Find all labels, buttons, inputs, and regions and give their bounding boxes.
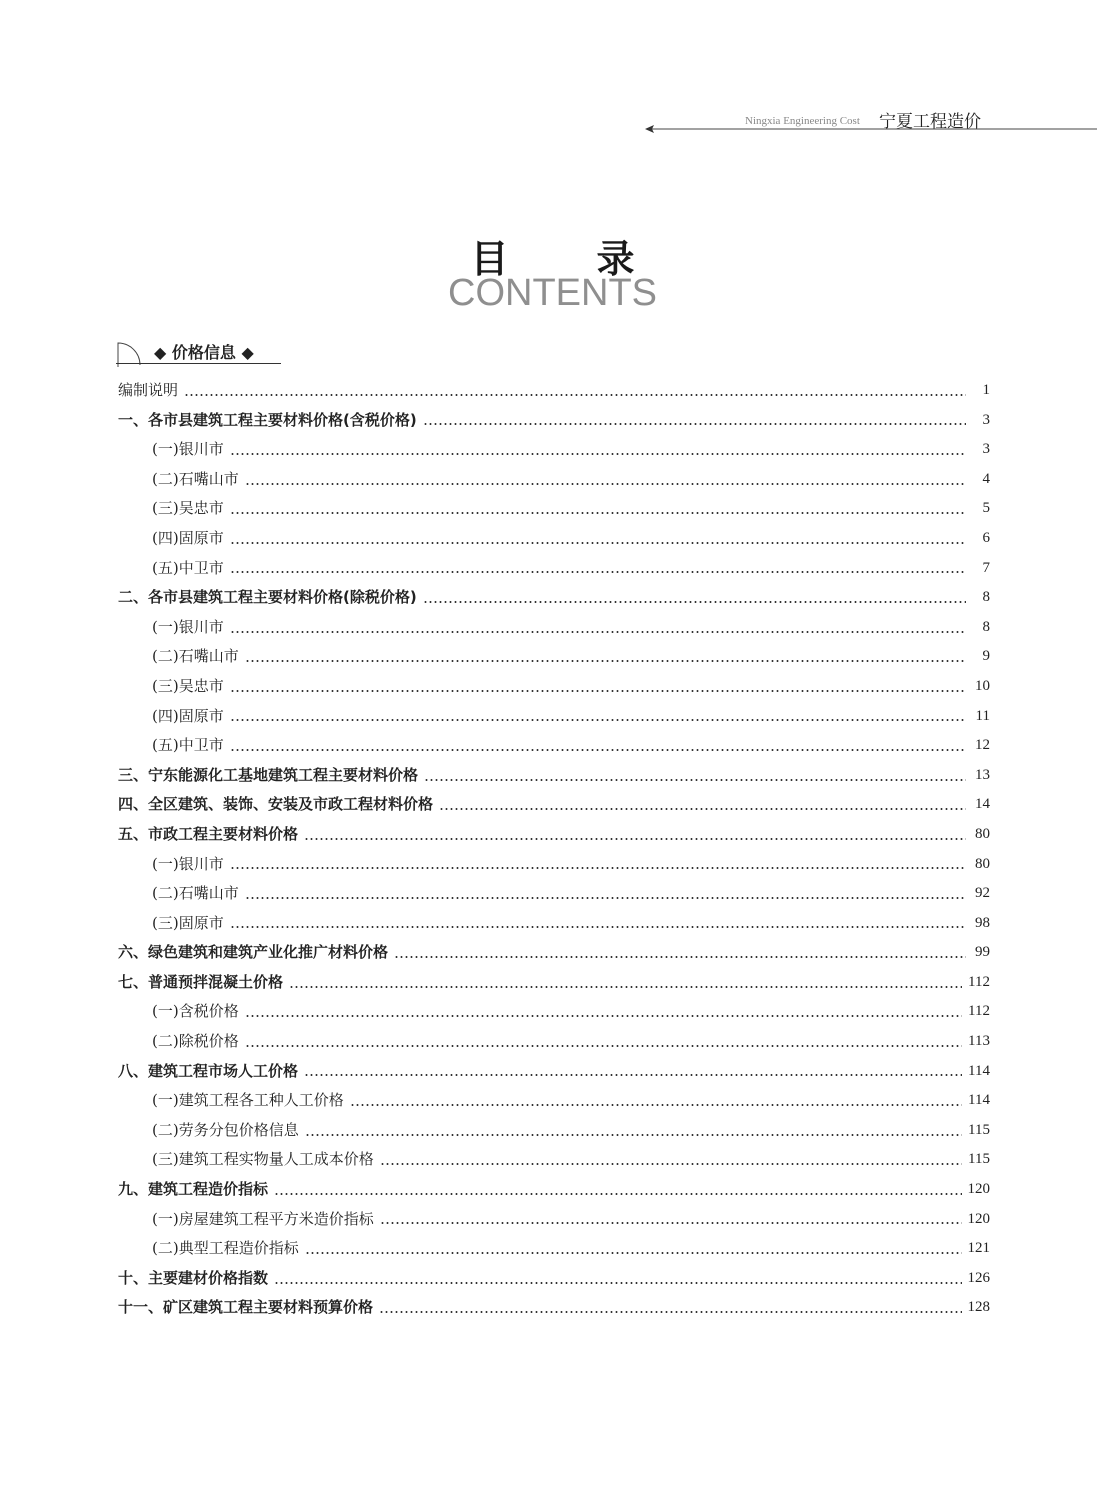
toc-entry[interactable] [118,820,990,850]
toc-entry[interactable] [118,938,990,968]
dot-leader [274,1193,961,1195]
toc-entry-page: 128 [967,1299,990,1316]
dot-leader [379,1311,961,1313]
dot-leader [305,1252,962,1254]
dot-leader [439,808,966,810]
dot-leader [230,542,966,544]
toc-entry-title: (一)银川市 [152,617,224,636]
dot-leader [305,1134,962,1136]
toc-entry[interactable] [118,642,990,672]
toc-entry-page: 8 [982,589,990,606]
toc-entry[interactable] [118,761,990,791]
toc-entry-page: 7 [982,559,990,576]
dot-leader [230,867,966,869]
toc-entry-title: 三、宁东能源化工基地建筑工程主要材料价格 [118,765,419,784]
toc-entry-page: 112 [968,1003,990,1020]
toc-entry[interactable] [118,731,990,761]
dot-leader [289,986,962,988]
toc-entry-page: 8 [982,618,990,635]
dot-leader [230,926,966,928]
toc-entry-page: 98 [975,914,990,931]
toc-entry-title: (四)固原市 [152,706,224,725]
toc-entry[interactable] [118,879,990,909]
toc-entry[interactable] [118,968,990,998]
toc-entry-page: 11 [975,707,990,724]
toc-entry-title: (三)吴忠市 [152,499,224,518]
toc-entry-title: (一)银川市 [152,854,224,873]
toc-entry-page: 3 [982,441,990,458]
toc-entry-title: 四、全区建筑、装饰、安装及市政工程材料价格 [118,795,434,814]
toc-entry-title: 六、绿色建筑和建筑产业化推广材料价格 [118,943,389,962]
toc-entry[interactable] [118,1057,990,1087]
toc-entry[interactable] [118,613,990,643]
toc-entry[interactable] [118,1293,990,1323]
toc-entry-page: 12 [975,737,990,754]
toc-entry-title: (五)中卫市 [152,736,224,755]
toc-entry-title: (二)石嘴山市 [152,469,239,488]
toc-entry-page: 5 [982,500,990,517]
toc-entry-title: (三)建筑工程实物量人工成本价格 [152,1150,374,1169]
dot-leader [423,423,966,425]
toc-entry-title: (二)石嘴山市 [152,884,239,903]
toc-entry[interactable] [118,1234,990,1264]
toc-entry-title: (二)劳务分包价格信息 [152,1120,299,1139]
toc-entry-page: 121 [967,1240,990,1257]
toc-entry-title: (四)固原市 [152,528,224,547]
toc-entry[interactable] [118,997,990,1027]
toc-entry[interactable] [118,672,990,702]
toc-entry-title: (一)建筑工程各工种人工价格 [152,1091,344,1110]
toc-entry-page: 113 [968,1033,990,1050]
page-title: 目录 [470,237,723,281]
header-english-title: Ningxia Engineering Cost [745,115,860,127]
toc-entry-title: (二)除税价格 [152,1032,239,1051]
toc-entry[interactable] [118,1027,990,1057]
dot-leader [423,601,966,603]
toc-entry[interactable] [118,790,990,820]
toc-entry-page: 114 [968,1092,990,1109]
toc-entry-page: 92 [975,885,990,902]
dot-leader [380,1222,962,1224]
toc-entry[interactable] [118,1264,990,1294]
toc-entry-title: (二)石嘴山市 [152,647,239,666]
toc-entry[interactable] [118,909,990,939]
toc-entry[interactable] [118,465,990,495]
dot-leader [245,897,966,899]
dot-leader [245,660,966,662]
toc-entry-page: 10 [975,677,990,694]
dot-leader [245,1015,962,1017]
dot-leader [424,779,966,781]
dot-leader [380,1163,962,1165]
toc-entry-page: 120 [967,1210,990,1227]
page-header [0,0,1105,140]
toc-entry-title: 十一、矿区建筑工程主要材料预算价格 [118,1298,374,1317]
toc-entry-title: 九、建筑工程造价指标 [118,1180,269,1199]
toc-entry-page: 114 [968,1062,990,1079]
toc-entry[interactable] [118,583,990,613]
dot-leader [245,1045,962,1047]
toc-entry-page: 115 [968,1121,990,1138]
toc-entry[interactable] [118,1086,990,1116]
toc-entry-title: 七、普通预拌混凝土价格 [118,972,284,991]
toc-entry-title: (二)典型工程造价指标 [152,1239,299,1258]
header-arrow-rule [645,123,1097,135]
toc-entry[interactable] [118,494,990,524]
toc-entry-title: (一)含税价格 [152,1002,239,1021]
toc-entry-title: (三)固原市 [152,913,224,932]
toc-entry-title: 编制说明 [118,381,179,399]
dot-leader [230,690,966,692]
toc-entry[interactable] [118,1145,990,1175]
toc-entry-page: 80 [975,825,990,842]
toc-entry-title: (五)中卫市 [152,558,224,577]
toc-entry[interactable] [118,1175,990,1205]
toc-entry-title: (三)吴忠市 [152,676,224,695]
toc-entry-title: 五、市政工程主要材料价格 [118,824,299,843]
dot-leader [230,453,966,455]
section-heading [116,335,316,369]
toc-entry[interactable] [118,554,990,584]
toc-entry-page: 14 [975,796,990,813]
dot-leader [230,719,966,721]
toc-entry-title: (一)房屋建筑工程平方米造价指标 [152,1209,374,1228]
header-chinese-title: 宁夏工程造价 [879,112,981,132]
toc-entry-page: 80 [975,855,990,872]
section-label: ◆ 价格信息 ◆ [154,343,254,362]
dot-leader [274,1282,961,1284]
toc-entry-title: 一、各市县建筑工程主要材料价格(含税价格) [118,410,417,429]
toc-entry-title: 八、建筑工程市场人工价格 [118,1061,299,1080]
dot-leader [230,749,966,751]
toc-entry-page: 112 [968,973,990,990]
toc-entry-title: 十、主要建材价格指数 [118,1268,269,1287]
toc-entry-page: 1 [982,382,990,398]
toc-entry-page: 3 [982,411,990,428]
dot-leader [230,512,966,514]
dot-leader [230,571,966,573]
dot-leader [245,483,966,485]
quarter-arc-icon [116,339,146,369]
table-of-contents [118,376,990,1323]
page-subtitle: CONTENTS [448,272,657,314]
dot-leader [304,1074,962,1076]
dot-leader [184,394,966,396]
toc-entry[interactable] [118,850,990,880]
toc-entry-page: 4 [982,470,990,487]
dot-leader [394,956,966,958]
toc-entry[interactable] [118,406,990,436]
toc-entry[interactable] [118,435,990,465]
dot-leader [230,631,966,633]
toc-entry[interactable] [118,376,990,406]
toc-entry-title: 二、各市县建筑工程主要材料价格(除税价格) [118,588,417,607]
toc-entry[interactable] [118,524,990,554]
toc-entry-page: 126 [967,1269,990,1286]
toc-entry-page: 99 [975,944,990,961]
dot-leader [350,1104,962,1106]
dot-leader [304,838,966,840]
toc-entry-page: 13 [975,766,990,783]
toc-entry-page: 120 [967,1181,990,1198]
toc-entry[interactable] [118,702,990,732]
toc-entry-page: 9 [982,648,990,665]
toc-entry-page: 6 [982,529,990,546]
toc-entry[interactable] [118,1116,990,1146]
toc-entry-page: 115 [968,1151,990,1168]
toc-entry[interactable] [118,1205,990,1235]
section-underline [116,363,281,364]
toc-entry-title: (一)银川市 [152,440,224,459]
